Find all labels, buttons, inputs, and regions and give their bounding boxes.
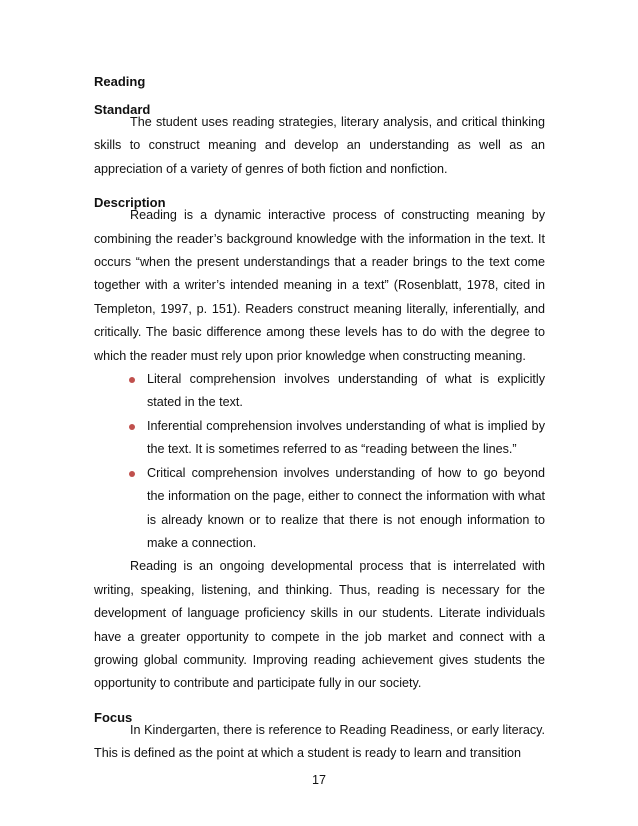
critical-comprehension-text: Critical comprehension involves understanding of how to go beyond the information on the page, either to connect the information with what is already known or to realize that there is not enough information to make a connection. xyxy=(147,465,545,550)
standard-heading: Standard xyxy=(94,102,151,117)
list-item xyxy=(129,415,545,462)
page-content xyxy=(94,72,545,766)
list-item xyxy=(129,462,545,556)
bullet-icon xyxy=(129,471,135,477)
description-closing-paragraph: Reading is an ongoing developmental process that is interrelated with writing, speaking, listening, and thinking. Thus, reading is necessary for the development of language proficiency skills in our students. Literate individuals have a greater opportunity to compete in the job market and connect with a growing global community. Improving reading achievement gives students the opportunity to contribute and participate fully in our society. xyxy=(94,559,545,691)
standard-paragraph: The student uses reading strategies, literary analysis, and critical thinking skills to construct meaning and develop an understanding as well as an appreciation of a variety of genres of both fiction and nonfiction. xyxy=(94,115,545,176)
description-intro-paragraph: Reading is a dynamic interactive process of constructing meaning by combining the reader’s background knowledge with the information in the text. It occurs “when the present understandings that a reader brings to the text come together with a writer’s intended meaning in a text” (Rosenblatt, 1978, cited in Templeton, 1997, p. 151). Readers construct meaning literally, inferentially, and critically. The basic difference among these levels has to do with the degree to which the reader must rely upon prior knowledge when constructing meaning. xyxy=(94,208,545,363)
page-number: 17 xyxy=(311,773,326,787)
list-item xyxy=(129,368,545,415)
literal-comprehension-text: Literal comprehension involves understanding of what is explicitly stated in the text. xyxy=(147,372,545,410)
focus-heading: Focus xyxy=(94,709,133,725)
page-title: Reading xyxy=(94,74,146,89)
bullet-icon xyxy=(129,424,135,430)
comprehension-levels-list xyxy=(94,368,545,555)
bullet-icon xyxy=(129,377,135,383)
inferential-comprehension-text: Inferential comprehension involves understanding of what is implied by the text. It is sometimes referred to as “reading between the lines.” xyxy=(147,418,545,457)
description-heading: Description xyxy=(94,195,166,211)
focus-paragraph: In Kindergarten, there is reference to Reading Readiness, or early literacy. This is defined as the point at which a student is ready to learn and transition xyxy=(94,722,545,761)
